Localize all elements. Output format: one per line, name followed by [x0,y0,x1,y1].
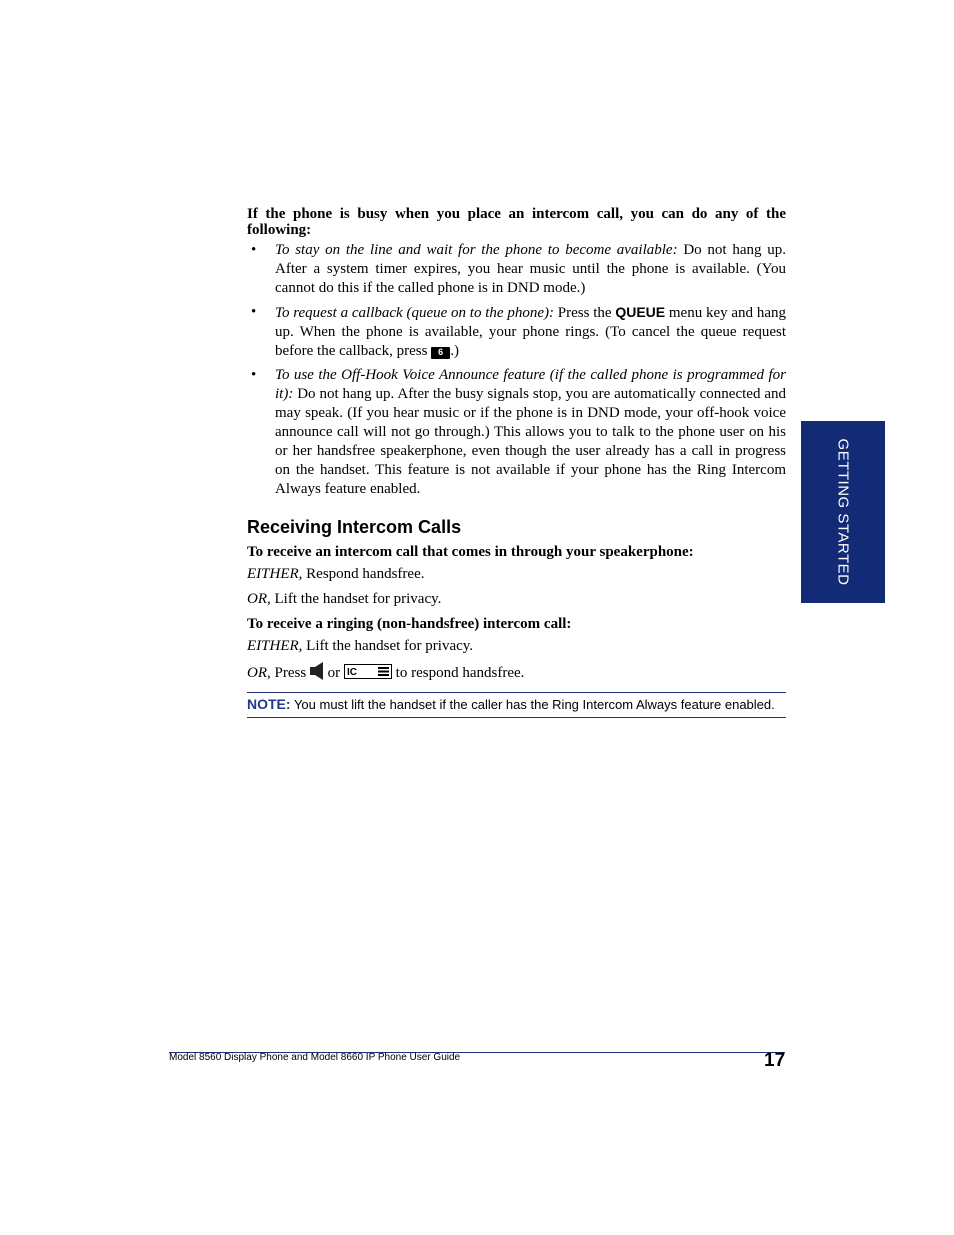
footer-title: Model 8560 Display Phone and Model 8660 IP Phone User Guide [169,1052,461,1063]
or-text: Lift the handset for privacy. [270,591,442,607]
ringing-either [247,637,786,656]
speaker-either [247,565,786,584]
page-number: 17 [764,1050,786,1071]
section-title: Receiving Intercom Calls [247,517,462,537]
respond-text: to respond handsfree. [391,665,525,681]
option-text: Do not hang up. After a system timer expires, you hear music until the phone is available. (You cannot do this if the called phone is in DND mode.) [275,242,786,296]
ic-key-label: IC [346,667,357,678]
queue-menu-key: QUEUE [615,304,666,320]
option-lead: To use the Off-Hook Voice Announce feature (if the called phone is programmed for it): [275,367,786,402]
either-text: Respond handsfree. [302,566,425,582]
note-text: You must lift the handset if the caller has the Ring Intercom Always feature enabled. [290,697,775,712]
ic-key-icon [344,664,392,685]
either-label: EITHER, [247,566,303,582]
page-content [247,206,786,718]
option-lead: To request a callback (queue on to the phone): [275,305,554,321]
option-text: Press the [554,305,616,321]
bullet-icon: • [251,242,257,258]
note-label: NOTE: [247,696,291,712]
or-label: OR, [247,665,271,681]
option-lead: To stay on the line and wait for the phone to become available: [275,242,678,258]
option-text: Do not hang up. After the busy signals stop, you are automatically connected and may speak. (If you hear music or if the phone is in DND mode, your off-hook voice announce call will not go through.) This allows you to talk to the phone user on his or her handsfree speakerphone, even though the user already has a call in progress on the handset. This feature is not available if your phone has the Ring Intercom Always feature enabled. [275,386,786,497]
ringing-or [247,662,786,686]
list-item [247,303,786,361]
intro-text: If the phone is busy when you place an intercom call, you can do any of the following: [247,206,786,238]
or-label: OR, [247,591,271,607]
option-text: .) [450,343,459,359]
option-text: menu key and hang up. When the phone is available, your phone rings. (To cancel the queue request before the callback, press [275,305,786,359]
speaker-icon [310,662,324,686]
note-box [247,692,786,718]
ringing-heading: To receive a ringing (non-handsfree) intercom call: [247,616,572,632]
bullet-icon: • [251,304,257,320]
speaker-or [247,590,786,609]
dial-key-6-icon: 6 [431,347,450,359]
list-item [247,241,786,298]
either-label: EITHER, [247,638,303,654]
busy-options-list [247,241,786,499]
side-tab [801,421,885,603]
list-item [247,366,786,499]
press-text: Press [270,665,310,681]
side-tab-label: GETTING STARTED [834,438,852,586]
either-text: Lift the handset for privacy. [302,638,474,654]
speaker-heading: To receive an intercom call that comes in through your speakerphone: [247,544,694,560]
or-word: or [323,665,344,681]
bullet-icon: • [251,367,257,383]
